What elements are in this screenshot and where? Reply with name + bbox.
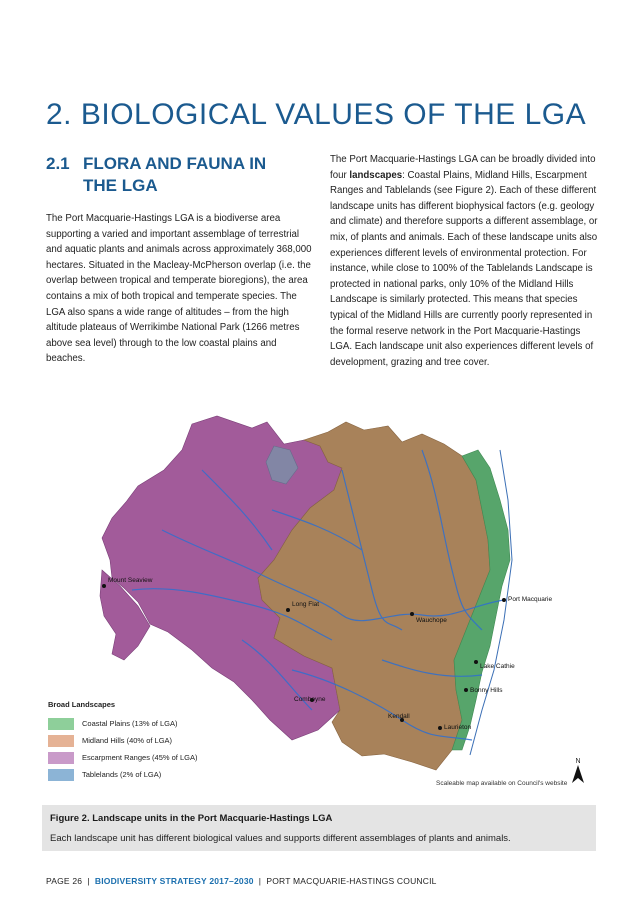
- map-legend: [48, 700, 268, 783]
- wauchope-marker: [410, 612, 414, 616]
- footer-separator: |: [82, 876, 95, 886]
- legend-label: Tablelands (2% of LGA): [82, 770, 162, 779]
- laurieton-label: Laurieton: [444, 724, 472, 731]
- landscapes-paragraph: [330, 152, 598, 370]
- legend-swatch: [48, 752, 74, 764]
- section-title: [46, 153, 314, 197]
- legend-item-escarpment-ranges: [48, 749, 268, 766]
- kendall-label: Kendall: [388, 713, 410, 720]
- legend-item-midland-hills: [48, 732, 268, 749]
- north-letter: N: [575, 758, 581, 765]
- intro-paragraph: The Port Macquarie-Hastings LGA is a biodiverse area supporting a varied and important assemblage of terrestrial and aquatic plants and animals across approximately 368,000 hectares. Situated in the Macleay-McPherson overlap (i.e. the overlap between tropical and temperate bioregions), the area contains a mix of both tropical and temperate species. The LGA also spans a wide range of altitudes – from the high altitude plateaus of Werrikimbe National Park (1266 metres above sea level) through to the low coastal plains and beaches.: [46, 213, 312, 365]
- page-heading: 2. BIOLOGICAL VALUES OF THE LGA: [46, 98, 587, 131]
- comboyne-label: Comboyne: [294, 696, 326, 703]
- mount-seaview-marker: [102, 584, 106, 588]
- legend-label: Midland Hills (40% of LGA): [82, 736, 173, 745]
- mount-seaview-label: Mount Seaview: [108, 577, 153, 584]
- footer-document-title: BIODIVERSITY STRATEGY 2017–2030: [94, 876, 254, 886]
- footer-council: PORT MACQUARIE-HASTINGS COUNCIL: [266, 876, 437, 886]
- north-arrow-icon: [571, 765, 585, 783]
- section-title-line1: FLORA AND FAUNA IN: [83, 154, 267, 173]
- left-column: [46, 153, 314, 367]
- port-macquarie-label: Port Macquarie: [508, 596, 553, 603]
- legend-swatch: [48, 718, 74, 730]
- legend-label: Coastal Plains (13% of LGA): [82, 719, 178, 728]
- laurieton-marker: [438, 726, 442, 730]
- footer-separator: |: [253, 876, 267, 886]
- legend-item-coastal-plains: [48, 715, 268, 732]
- section-title-line2: THE LGA: [83, 176, 158, 195]
- legend-label: Escarpment Ranges (45% of LGA): [82, 753, 198, 762]
- map-note: Scaleable map available on Council's website: [436, 780, 568, 787]
- caption-title: Figure 2. Landscape units in the Port Macquarie-Hastings LGA: [50, 813, 333, 824]
- lake-cathie-marker: [474, 660, 478, 664]
- landscapes-keyword: landscapes: [349, 169, 403, 181]
- wauchope-label: Wauchope: [416, 617, 447, 624]
- page-footer: [46, 876, 437, 886]
- bonny-hills-marker: [464, 688, 468, 692]
- legend-swatch: [48, 735, 74, 747]
- north-arrow: [570, 758, 586, 788]
- landscapes-text-rest: : Coastal Plains, Midland Hills, Escarpment Ranges and Tablelands (see Figure 2). Each of these different landscape units has different biophysical factors (e.g. geology and climate) and therefore supports a different assemblage, or mix, of plants and animals. Each of these landscape units also experiences different levels of environmental protection. For instance, while close to 100% of the Tablelands Landscape is protected in national parks, only 10% of the Midland Hills Landscape is similarly protected. This means that species typical of the Midland Hills are currently poorly represented in the formal reserve network in the Port Macquarie-Hastings LGA. Each landscape unit also experiences different levels of development, grazing and tree cover.: [330, 169, 598, 368]
- caption-text: Each landscape unit has different biological values and supports different assemblages of plants and animals.: [50, 833, 511, 844]
- lake-cathie-label: Lake Cathie: [480, 663, 515, 670]
- long-flat-label: Long Flat: [292, 601, 320, 608]
- figure-caption: [42, 805, 596, 851]
- port-macquarie-marker: [502, 598, 506, 602]
- legend-title: Broad Landscapes: [48, 700, 116, 709]
- footer-page-number: PAGE 26: [46, 876, 83, 886]
- landscapes-text-start: The Port Macquarie-Hastings LGA can be broadly divided into four: [330, 154, 596, 181]
- long-flat-marker: [286, 608, 290, 612]
- legend-item-tablelands: [48, 766, 268, 783]
- section-number: 2.1: [46, 154, 70, 173]
- bonny-hills-label: Bonny Hills: [470, 687, 503, 694]
- right-column: [330, 152, 598, 370]
- legend-swatch: [48, 769, 74, 781]
